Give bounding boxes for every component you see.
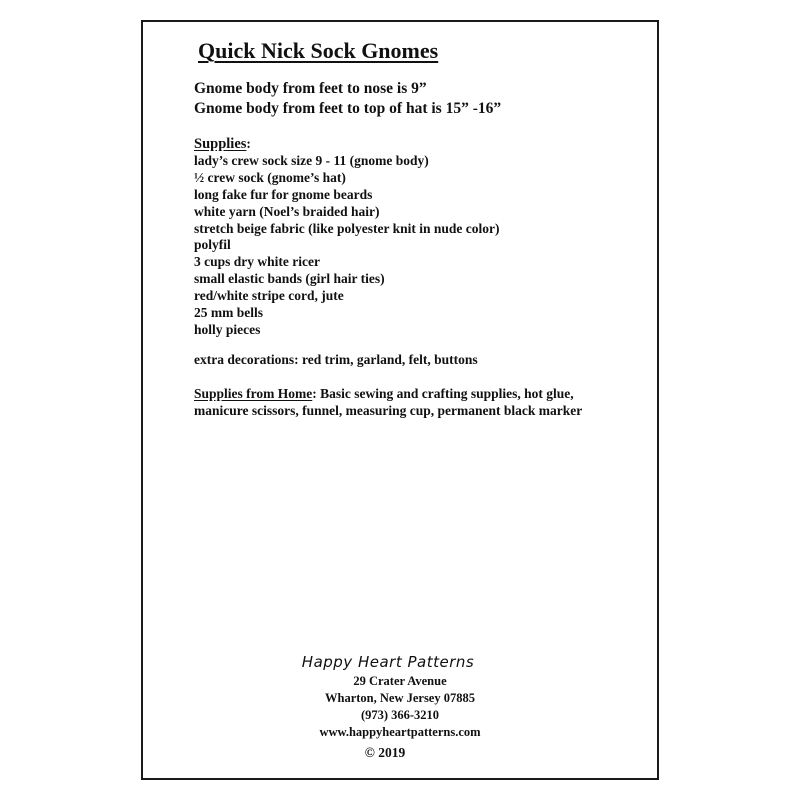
supply-item: holly pieces [194,321,261,337]
supplies-from-home-text2: manicure scissors, funnel, measuring cup, permanent black marker [194,403,583,418]
extra-decorations: extra decorations: red trim, garland, felt, buttons [194,352,478,367]
company-city: Wharton, New Jersey 07885 [325,691,475,705]
publisher-footer [143,651,657,761]
dimensions-block [194,79,501,119]
supply-item: long fake fur for gnome beards [194,186,373,202]
copyright: © 2019 [364,745,406,760]
supplies-heading-line [194,136,499,153]
supplies-from-home-line1 [194,385,582,402]
supply-item: polyfil [194,237,231,253]
supplies-section [194,136,499,339]
supply-item: ½ crew sock (gnome’s hat) [194,169,346,185]
company-address: 29 Crater Avenue [353,674,447,688]
supply-item: lady’s crew sock size 9 - 11 (gnome body) [194,152,429,168]
company-phone: (973) 366-3210 [360,708,440,722]
supply-item: small elastic bands (girl hair ties) [194,271,385,287]
company-name: Happy Heart Patterns [301,653,475,671]
supply-item: stretch beige fabric (like polyester knit in nude color) [194,220,500,236]
supply-item: 25 mm bells [194,305,263,321]
supply-item: red/white stripe cord, jute [194,288,344,304]
dimension-nose: Gnome body from feet to nose is 9” [194,80,427,97]
supplies-from-home-heading: Supplies from Home [194,386,313,401]
company-website: www.happyheartpatterns.com [319,725,481,739]
page-title: Quick Nick Sock Gnomes [198,38,439,63]
supply-item: 3 cups dry white ricer [194,254,320,270]
supplies-from-home [194,385,582,419]
supplies-heading-colon: : [246,136,251,151]
supplies-from-home-text1: : Basic sewing and crafting supplies, hot glue, [312,386,574,401]
dimension-hat: Gnome body from feet to top of hat is 15” -16” [194,100,502,117]
supply-item: white yarn (Noel’s braided hair) [194,203,380,219]
pattern-card [141,20,659,780]
supplies-heading: Supplies [194,136,247,152]
